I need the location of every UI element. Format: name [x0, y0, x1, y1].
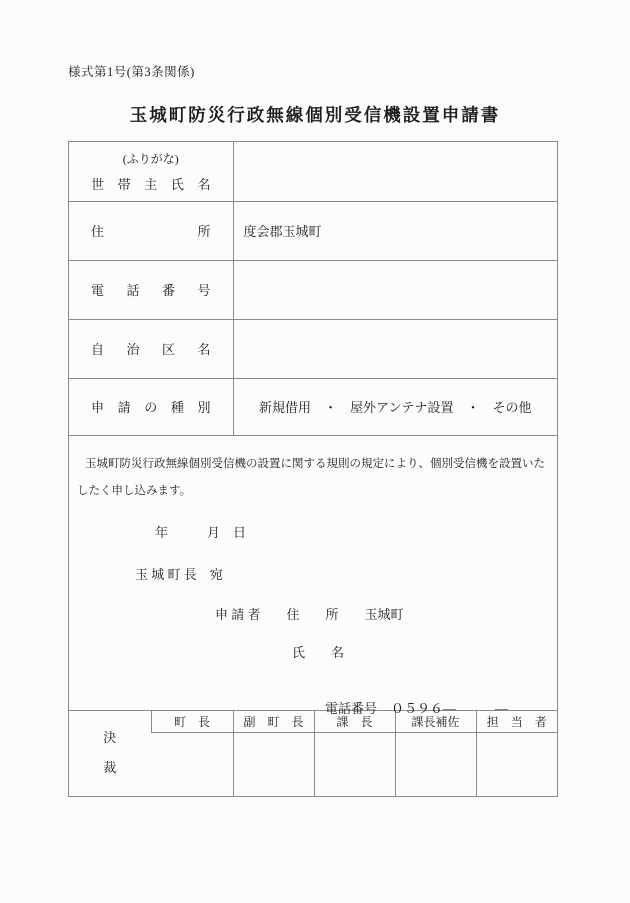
district-field[interactable]	[233, 319, 557, 378]
approval-row-label-cell	[69, 710, 151, 796]
approval-header-mayor: 町 長	[151, 710, 233, 732]
phone-label-cell	[69, 260, 233, 319]
phone-field[interactable]	[233, 260, 557, 319]
approval-stamp-cell-staff[interactable]	[476, 732, 557, 796]
approval-stamp-cell-section-chief[interactable]	[314, 732, 395, 796]
date-line[interactable]: 年 月 日	[155, 524, 247, 540]
declaration-section	[69, 436, 557, 716]
row-householder-name	[69, 142, 557, 201]
row-district	[69, 319, 557, 378]
row-phone	[69, 260, 557, 319]
approval-header-section-chief: 課 長	[314, 710, 395, 732]
application-form	[68, 141, 558, 797]
district-label-cell	[69, 319, 233, 378]
declaration-text: 玉城町防災行政無線個別受信機の設置に関する規則の規定により、個別受信機を設置いたしたく申し込みます。	[77, 457, 545, 497]
applicant-address-line[interactable]: 申 請 者 住 所 玉城町	[215, 606, 404, 622]
phone-number-value[interactable]: ０５９６― ―	[391, 700, 509, 716]
address-label-cell	[69, 201, 233, 260]
applicant-phone-line[interactable]	[299, 682, 508, 733]
application-type-label-cell	[69, 378, 233, 435]
row-address	[69, 201, 557, 260]
approval-stamp-cell-mayor[interactable]	[151, 732, 233, 796]
householder-name-label-cell	[69, 142, 233, 201]
address-field[interactable]: 度会郡玉城町	[233, 201, 557, 260]
furigana-note: (ふりがな)	[122, 151, 179, 166]
approval-header-deputy-mayor: 副 町 長	[233, 710, 314, 732]
application-type-options[interactable]: 新規借用 ・ 屋外アンテナ設置 ・ その他	[233, 378, 557, 435]
phone-number-label: 電話番号	[325, 700, 378, 716]
approval-row-label: 決裁	[103, 730, 117, 775]
form-number: 様式第1号(第3条関係)	[68, 65, 195, 79]
approval-header-assistant-section-chief: 課長補佐	[395, 710, 476, 732]
approval-header-staff: 担 当 者	[476, 710, 557, 732]
applicant-info-table	[69, 142, 557, 436]
phone-label: 電話番号	[91, 283, 211, 298]
address-label: 住所	[91, 224, 211, 239]
applicant-name-line[interactable]: 氏 名	[292, 644, 345, 660]
row-application-type	[69, 378, 557, 435]
householder-name-label: 世帯主氏名	[91, 176, 211, 192]
form-title: 玉城町防災行政無線個別受信機設置申請書	[129, 105, 501, 125]
district-label: 自治区名	[91, 342, 211, 357]
addressee-line: 玉 城 町 長 宛	[135, 566, 223, 582]
application-type-label: 申請の種別	[91, 400, 211, 415]
householder-name-field[interactable]	[233, 142, 557, 201]
approval-stamp-cell-assistant-section-chief[interactable]	[395, 732, 476, 796]
approval-stamp-cell-deputy-mayor[interactable]	[233, 732, 314, 796]
